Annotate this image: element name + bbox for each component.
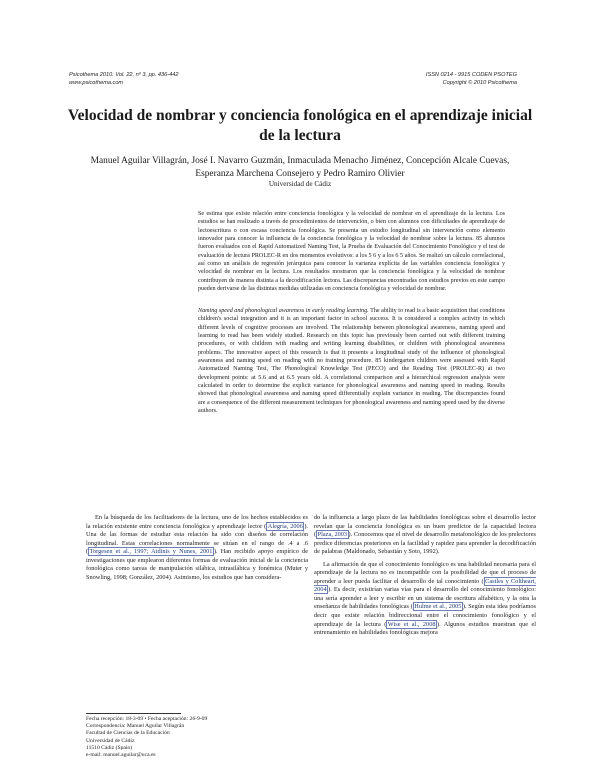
copyright-line: Copyright © 2010 Psicothema [442,79,517,86]
journal-header-right [426,72,517,87]
journal-citation: Psicothema 2010. Vol. 22, nº 3, pp. 436-442 [69,72,179,78]
body-paragraph: La afirmación de que el conocimiento fonológico es una habilidad necesaria para el aprendizaje de la lectura no es incompatible con la posibilidad de que el proceso de aprender a leer pueda facilitar el desarrollo de tal conocimiento ( Castles y Coltheart, 2004 ). Es decir, existirían varias vías para el desarrollo del conocimiento fonológico: una sería aprender a leer y escribir en un sistema de escritura alfabético, y la otra la enseñanza de habilidades fonológicas ( Hulme et al., 2005 ). Según esta idea podríamos decir que existe relación bidireccional entre el conocimiento fonológico y el aprendizaje de la lectura ( Wise et al., 2008 ). Algunos estudios muestran que el entrenamiento en habilidades fonológicas mejora [314,560,536,637]
abstract-english-body: The ability to read is a basic acquisition that conditions children's social integration and it is an important factor in school success. It is considered a complex activity in which different levels of cognitive processes are involved. The relationship between phonological awareness, naming speed and learning to read has been widely studied. Research on this topic has previously been carried out with different training procedures, or with children with reading and writing learning disabilities, or children with phonological awareness problems. The innovative aspect of this research is that it presents a longitudinal study of the influence of phonological awareness and naming speed on reading with no training procedure. 85 kindergarten children were assessed with Rapid Automatized Naming Test, The Phonological Knowledge Test (PECO) and the Reading Test (PROLEC-R) at two development points: at 5.6 and at 6.5 years old. A correlational comparison and a hierarchical regression analysis were calculated in order to determine the explicit variance for phonological awareness and naming speed in reading. Results showed that phonological awareness and naming speed differentially explain variance in reading. The discrepancies found are a consequence of the different measurement techniques for phonological awareness and naming speed used by the diverse authors. [198,308,506,415]
issn-line: ISSN 0214 - 9915 CODEN PSOTEG [425,72,517,78]
author-list [60,155,540,180]
citation-link[interactable]: Hulme et al., 2005 [414,603,462,611]
footnote-city: 11510 Cádiz (Spain) [86,744,133,751]
citation-link[interactable]: Castles y Coltheart, 2004 [314,577,536,594]
citation-link[interactable]: Plaza, 2003 [317,531,348,539]
journal-website[interactable]: www.psicothema.com [69,79,124,86]
journal-header-left [69,72,178,87]
footnote-university: Universidad de Cádiz [86,737,135,744]
body-paragraph: En la búsqueda de los facilitadores de la lectura, uno de los hechos establecidos es la relación existente entre conciencia fonológica y aprendizaje lector ( Alegría, 2006 ). Una de las formas de estudiar esta relación ha sido con diseños de correlación longitudinal. Estas correlaciones normalmente se sitúan en el rango de .4 a .6 ( Torgesen et al., 1997; Aidinis y Nunes, 2001 ). Han recibido apoyo empírico de investigaciones que emplearon diferentes formas de evaluación inicial de la conciencia fonológica como tareas de manipulación silábica, intrasilábica y fonémica (Muter y Snowling, 1998; González, 2004). Asimismo, los estudios que han considera- [86,514,308,581]
affiliation: Universidad de Cádiz [268,180,332,188]
footnote-dates: Fecha recepción: 18-3-09 • Fecha aceptación: 26-9-09 [86,716,208,722]
footnote-faculty: Facultad de Ciencias de la Educación [86,730,170,737]
footnote-correspondence: Correspondencia: Manuel Aguilar Villagrán [86,723,185,730]
abstract-english-title: Naming speed and phonological awareness in early reading learning. [198,308,369,314]
body-column-right [314,514,536,638]
authors-line-2: Esperanza Marchena Consejero y Pedro Ramiro Olivier [195,168,405,179]
footnote-divider [86,713,181,714]
authors-line-1: Manuel Aguilar Villagrán, José I. Navarro Guzmán, Inmaculada Menacho Jiménez, Concepción Alcale Cuevas, [90,156,510,166]
abstract-spanish: Se estima que existe relación entre conciencia fonológica y la velocidad de nombrar en el aprendizaje de la lectura. Los estudios se han realizado a través de procedimientos de intervención, o bien con alumnos con dificultades de aprendizaje de lectoescritura o con escasa conciencia fonológica. Se presenta un estudio longitudinal sin intervención como elemento innovador para conocer la influencia de la conciencia fonológica y la velocidad de nombrar sobre la lectura. 85 alumnos fueron evaluados con el Rapid Automatized Naming Test, la Prueba de Evaluación del Conocimiento Fonológico y el test de evaluación de lectura PROLEC-R en dos momentos evolutivos: a los 5 6 y a los 6 5 años. Se realizó un cálculo correlacional, así como un análisis de regresión jerárquica para conocer la varianza explícita de las variables conciencia fonológica y velocidad de nombrar en la lectura. Los resultados mostraron que la conciencia fonológica y la velocidad de nombrar contribuyen de manera distinta a la decodificación lectora. Las discrepancias encontradas con estudios previos en este campo pueden derivarse de las distintas medidas utilizadas en conciencia fonológica y velocidad de nombrar. [198,211,505,293]
article-title: Velocidad de nombrar y conciencia fonológica en el aprendizaje inicial de la lectura [67,107,533,144]
citation-link[interactable]: Torgesen et al., 1997; Aidinis y Nunes, 2001 [89,548,213,556]
correspondence-footnote [86,716,308,759]
citation-link[interactable]: Wise et al., 2008 [387,620,436,628]
abstract-english [198,307,505,415]
citation-link[interactable]: Alegría, 2006 [267,522,303,530]
body-column-left [86,514,308,582]
footnote-email[interactable]: e-mail: manuel.aguilar@uca.es [86,752,156,759]
body-paragraph: do la influencia a largo plazo de las habilidades fonológicas sobre el desarrollo lector revelan que la conciencia fonológica es un buen predictor de la capacidad lectora ( Plaza, 2003 ). Conocemos que el nivel de desarrollo metafonológico de los prelectores predice diferencias posteriores en la facilidad y rapidez para aprender la decodificación de palabras (Maldonado, Sebastián y Soto, 1992). [314,514,536,556]
